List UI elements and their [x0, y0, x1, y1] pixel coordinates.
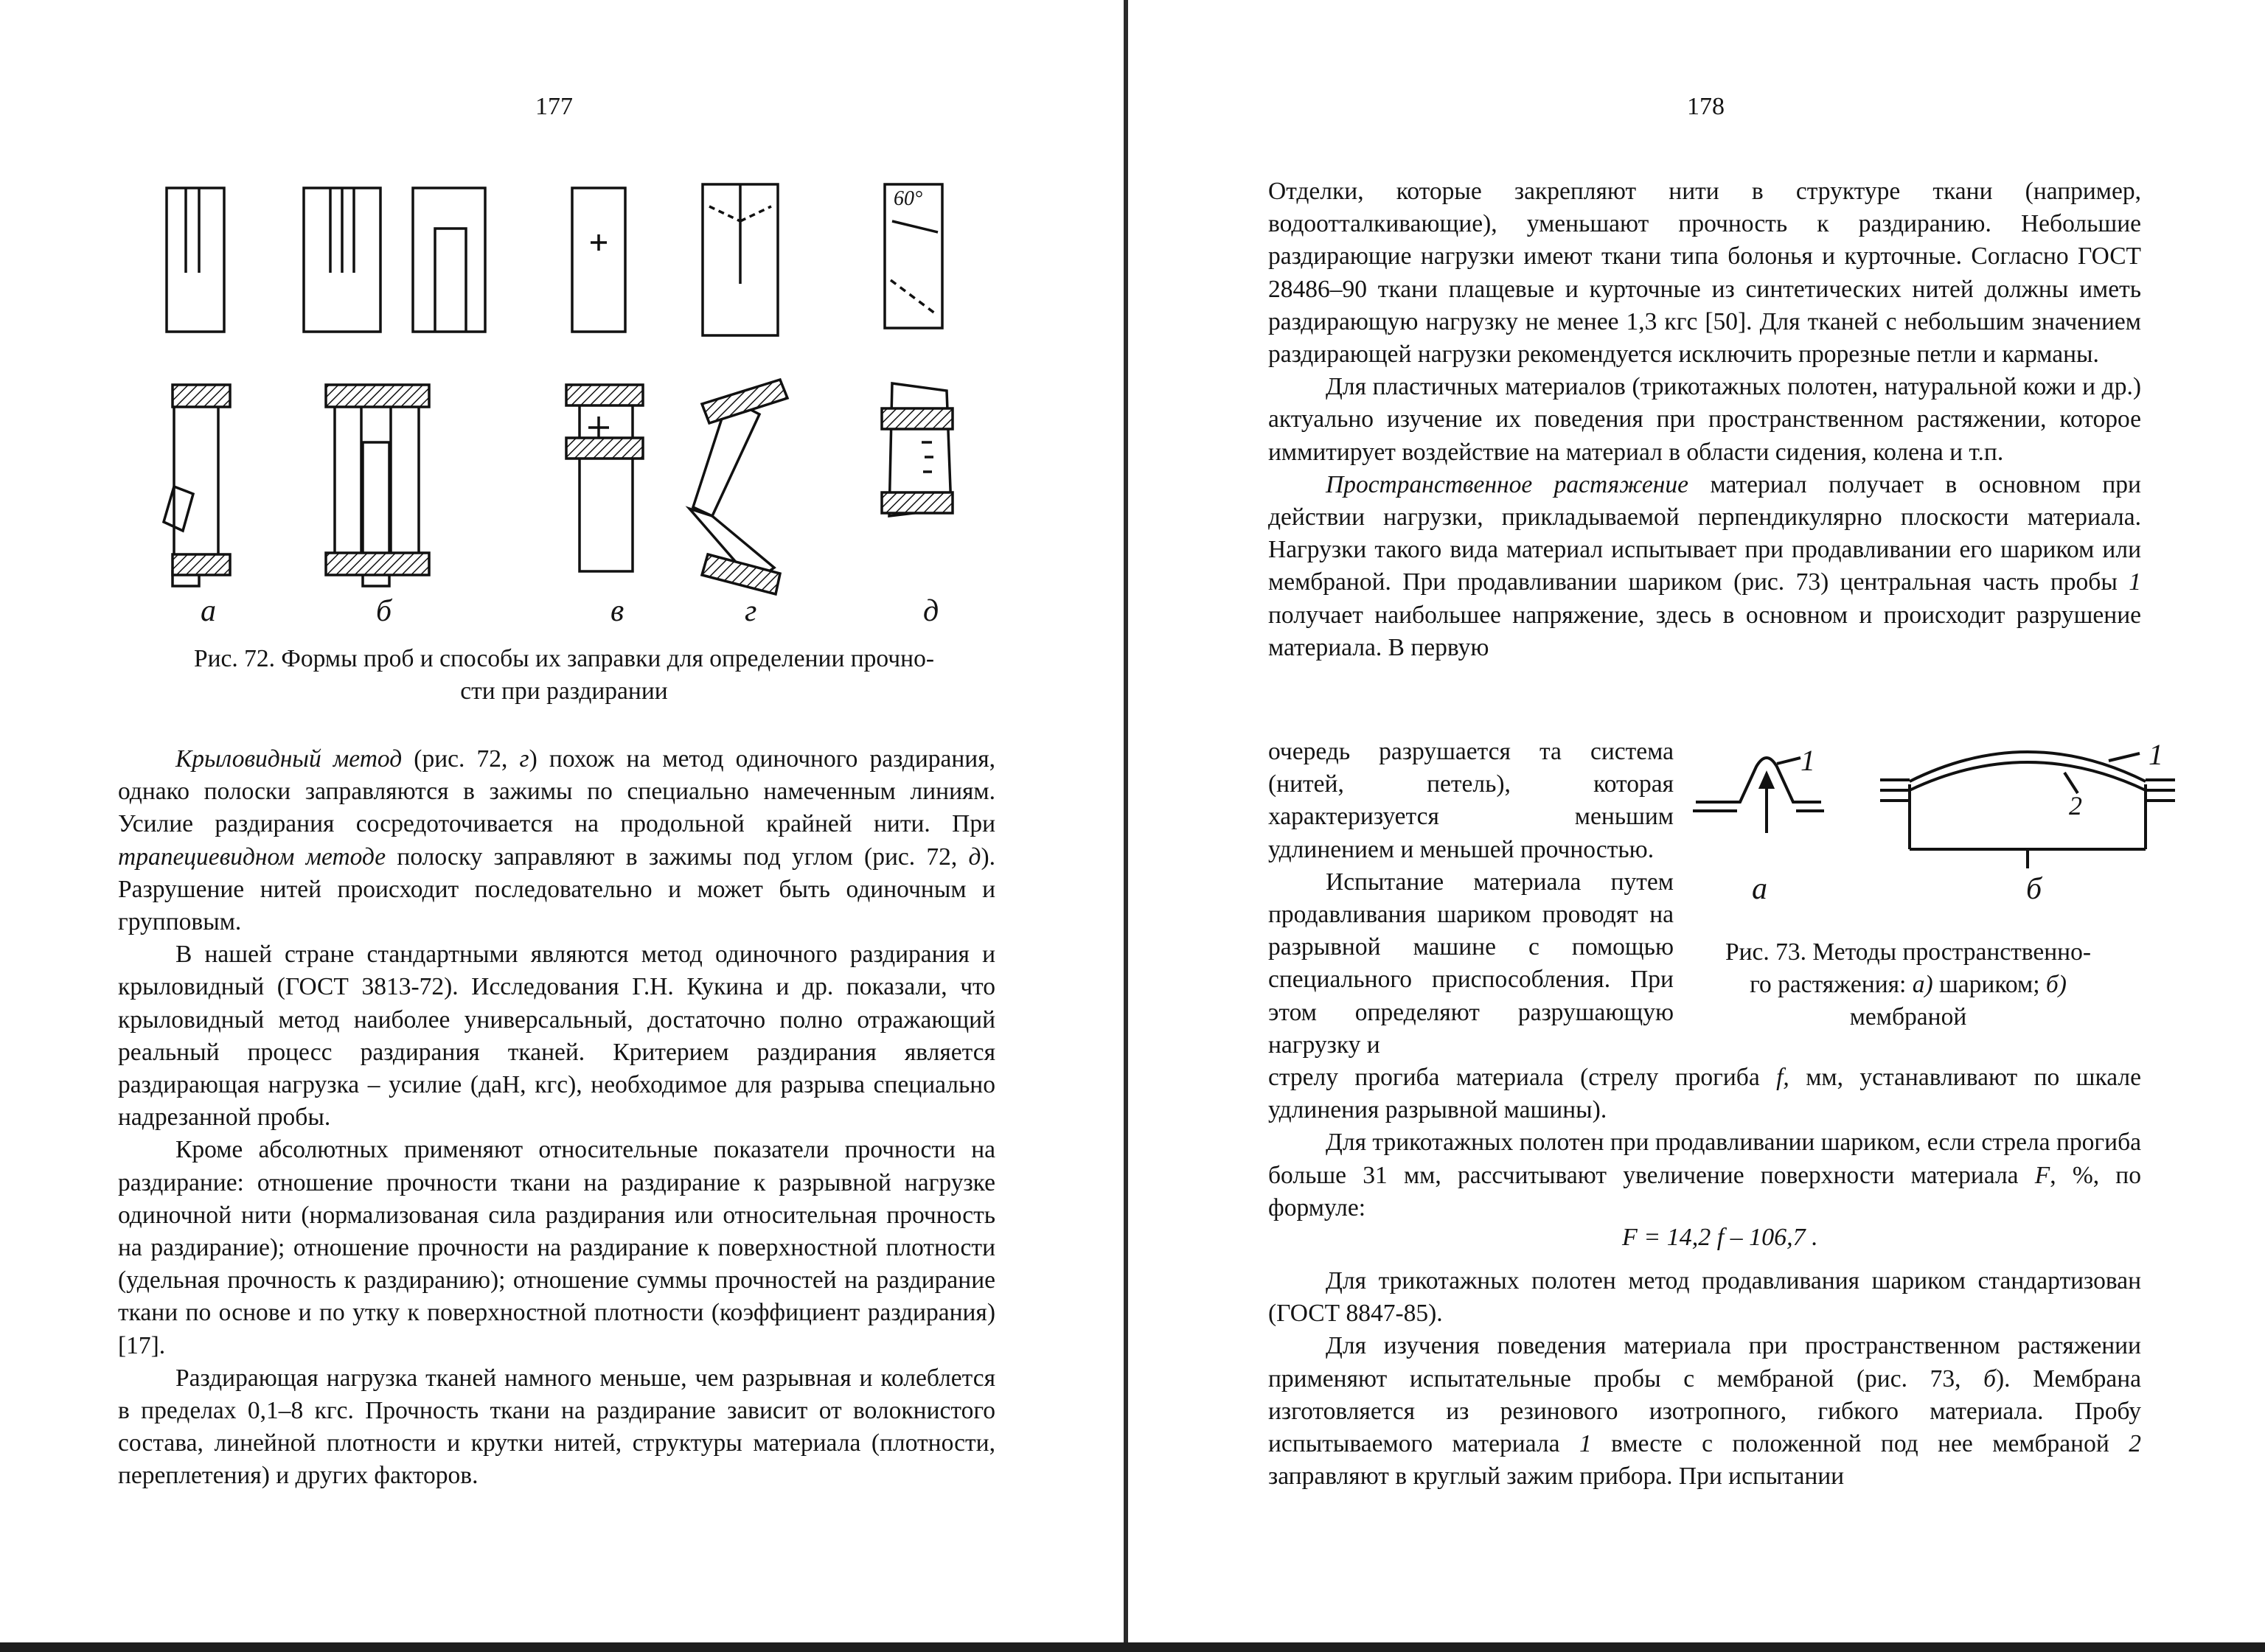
paragraph: Кроме абсолютных применяют относительные показатели прочности на раздирание: отношение прочности ткани на раздирание к разрывной нагрузке одиночной нити (нормализованая сила раздирания или относительная прочность на раздирание); отношение прочности на раздирание к поверхностной плотности (удельная прочность к раздиранию); отношение суммы прочностей на раздирание ткани по основе и по утку к поверхностной плотности (коэффициент раздирания) [17]. [118, 1136, 995, 1359]
paragraph: Раздирающая нагрузка тканей намного меньше, чем разрывная и колеблется в пределах 0,1–8 кгс. Прочность ткани на раздирание зависит от волокнистого состава, линейной плотности и крутки нитей, структуры материала (плотности, переплетения) и других факторов. [118, 1364, 995, 1490]
figure-ref-letter: б [1983, 1365, 1996, 1393]
text-span: вместе с положенной под нее мембраной [1591, 1430, 2129, 1458]
figure-72-drawing [0, 0, 1125, 663]
paragraph [1268, 469, 2141, 664]
page-number-left: 177 [535, 93, 573, 120]
paragraph: Отделки, которые закрепляют нити в структуре ткани (например, водоотталкивающие), уменьшают прочность к раздиранию. Небольшие раздирающие нагрузки имеют ткани типа болонья и курточные. Согласно ГОСТ 28486–90 ткани плащевые и курточные из синтетических нитей должны иметь раздирающую нагрузку не менее 1,3 кгс [50]. Для тканей с небольшим значением раздирающей нагрузки рекомендуется исключить прорезные петли и карманы. [1268, 178, 2141, 369]
paragraph [118, 743, 995, 938]
caption-letter: а) [1912, 971, 1933, 998]
text-span: го растяжения: [1750, 971, 1913, 998]
figure-72-caption [125, 643, 1003, 708]
paragraph: очередь разрушается та система (нитей, петель), которая характеризуется меньшим удлинением и меньшей прочностью. [1268, 738, 1674, 863]
figure-ref-letter: д [968, 843, 981, 871]
paragraph [1268, 1062, 2141, 1126]
text-span: ). Разрушение нитей происходит последовательно и может быть одиночным и групповым. [118, 843, 995, 936]
figure-72-label-d: д [923, 594, 939, 628]
specimen-v-top [572, 188, 625, 332]
specimen-b-top [304, 188, 485, 332]
right-page-body-bottom [1268, 1062, 2141, 1224]
figure-72-label-b: б [376, 594, 392, 628]
figure-72-caption-line1: Рис. 72. Формы проб и способы их заправки для определении прочно- [193, 645, 934, 672]
figure-ref-letter: г [519, 745, 529, 773]
symbol-F: F [2034, 1161, 2050, 1189]
paragraph [1268, 1126, 2141, 1224]
figure-72-label-v: в [610, 594, 624, 628]
figure-72-label-a: а [201, 594, 216, 628]
membrane-method-sketch [1880, 752, 2175, 868]
figure-73-label-a: а [1752, 872, 1767, 906]
text-span: ). Мембрана изготовляется из резинового изотропного, гибкого материала. Пробу испытываемого материала [1268, 1365, 2141, 1458]
text-span: мм, устанавливают по шкале удлинения разрывной машины). [1268, 1064, 2141, 1124]
paragraph: Для трикотажных полотен метод продавливания шариком стандартизован (ГОСТ 8847-85). [1268, 1267, 2141, 1328]
figure-73-caption [1680, 936, 2137, 1034]
text-span: стрелу прогиба материала (стрелу прогиба [1268, 1064, 1777, 1091]
right-page-body-top [1268, 175, 2141, 664]
scan-bottom-edge [0, 1642, 2265, 1652]
term-spatial-stretch: Пространственное растяжение [1326, 470, 1689, 498]
figure-73-caption-line2 [1680, 969, 2137, 1001]
paragraph: Для пластичных материалов (трикотажных полотен, натуральной кожи и др.) актуально изучение их поведения при пространственном растяжении, которое иммитирует воздействие на материал в области сидения, колена и т.п. [1268, 373, 2141, 466]
figure-73-num2: 2 [2069, 791, 2082, 820]
paragraph: В нашей стране стандартными являются метод одиночного раздирания и крыловидный (ГОСТ 3813-72). Исследования Г.Н. Кукина и др. показали, что крыловидный метод наиболее универсальный, достаточно полно отражающий реальный процесс раздирания тканей. Критерием раздирания является раздирающая нагрузка – усилие (даН, кгс), необходимое для разрыва специально надрезанной пробы. [118, 941, 995, 1132]
specimen-ref-number: 1 [2129, 568, 2141, 596]
text-span: получает наибольшее напряжение, здесь в основном и происходит разрушение материала. В первую [1268, 601, 2141, 661]
text-span: материал получает в основном при действии нагрузки, прикладываемой перпендикулярно плоскости материала. Нагрузки такого вида материал испытывает при продавливании его шариком или мембраной. При продавливании шариком (рис. 73) центральная часть пробы [1268, 470, 2141, 596]
figure-73-label-b: б [2026, 872, 2042, 906]
formula: F = 14,2 f – 106,7 . [1622, 1224, 1818, 1251]
caption-letter: б) [2045, 971, 2067, 998]
right-page [1128, 0, 2265, 1642]
text-span: Для трикотажных полотен при продавливании шариком, если стрела прогиба больше 31 мм, рассчитывают увеличение поверхности материала [1268, 1129, 2141, 1189]
text-span: , %, по формуле: [1268, 1161, 2141, 1221]
specimen-ref-number: 2 [2129, 1430, 2141, 1458]
figure-72-caption-line2: сти при раздирании [460, 677, 668, 705]
text-span: (рис. 72, [402, 745, 520, 773]
left-page [0, 0, 1125, 1642]
symbol-f: f, [1776, 1064, 1789, 1091]
term-trapezoid: трапециевидном методе [118, 843, 386, 871]
specimen-g-top [703, 184, 778, 335]
paragraph: Испытание материала путем продавливания шариком проводят на разрывной машине с помощью специального приспособления. При этом определяют разрушающую нагрузку и [1268, 868, 1674, 1059]
figure-72-angle-label: 60° [894, 187, 923, 210]
specimen-ref-number: 1 [1579, 1430, 1592, 1458]
right-page-body-end [1268, 1265, 2141, 1493]
figure-73-num1-membrane: 1 [2149, 738, 2163, 771]
figure-72-label-g: г [745, 594, 757, 628]
text-span: ) похож на метод одиночного раздирания, однако полоски заправляются в зажимы по специально намеченным линиям. Усилие раздирания сосредоточивается на продольной крайней нити. При [118, 745, 996, 838]
specimen-v-clamped [580, 398, 633, 571]
text-span: шариком; [1932, 971, 2046, 998]
paragraph [1268, 1330, 2141, 1493]
specimen-a-top [167, 188, 224, 332]
page-number-right: 178 [1687, 93, 1725, 120]
term-krylovidny: Крыловидный метод [175, 745, 403, 773]
text-span: полоску заправляют в зажимы под углом (рис. 72, [386, 843, 969, 871]
figure-73-drawing [1128, 722, 2265, 914]
specimen-g-clamped [689, 398, 774, 582]
left-page-body [118, 743, 995, 1493]
figure-73-num1-ball: 1 [1800, 744, 1815, 777]
text-span: Для изучения поведения материала при пространственном растяжении применяют испытательные пробы с мембраной (рис. 73, [1268, 1332, 2141, 1393]
figure-73-caption-line1: Рис. 73. Методы пространственно- [1725, 938, 2092, 966]
text-span: заправляют в круглый зажим прибора. При испытании [1268, 1463, 1845, 1491]
figure-73-caption-line3: мембраной [1849, 1003, 1967, 1031]
